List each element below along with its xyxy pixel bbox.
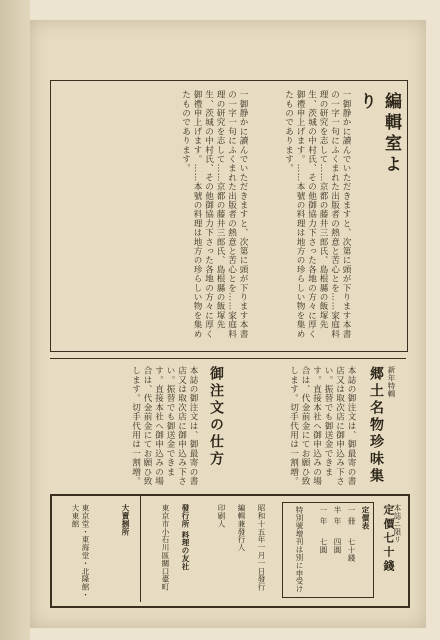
featured-title: 郷土名物珍味集 [368,366,384,485]
price-row-1: 一 冊 [347,506,356,525]
section-divider [50,358,406,359]
distributor-divider [140,496,141,602]
price-row-1-price: 七十錢 [347,538,356,562]
price-row-2-price: 四圓 [333,538,342,554]
order-title: 御注文の仕方 [208,366,224,468]
price-row-2: 半 年 [333,506,342,525]
colophon-dates: 昭和十五年一月一日發行 [257,504,266,591]
price-label: 定價表 [361,506,370,530]
colophon-publisher: 發行所 料理の友社 [181,504,190,571]
featured-label: 新年特輯 [387,366,396,398]
page-spine [0,0,30,640]
notice-text: 本誌ニ限リ [393,504,402,544]
fixed-price: 定價七十錢 [382,504,395,574]
price-row-3-price: 七圓 [319,538,328,554]
colophon-printer: 印刷人 [217,504,226,528]
colophon-address: 東京市小石川區關口臺町 [161,504,170,591]
distributor-cities: 東京堂・東海堂・北隆館・大東館 [71,504,90,599]
price-row-3: 一 年 [319,506,328,525]
order-text: 本誌の御注文は、御最寄の書店又は取次店に御申込み下さい。振替でも御送金できます。直接本社へ御申込みの場合は、代金前金にてお願ひ致します。切手代用は一割増。 [288,366,356,486]
colophon-editor: 編輯兼發行人 [237,504,246,552]
distributor-label: 大賣捌所 [121,504,130,536]
magazine-page [30,20,426,628]
editorial-text-right: 一御静かに讀んでいただきますと、次第に頭が下ります本書の一字一句にふくまれた出版者の熱意と苦心とを……家庭料理の研究を志して……京都の藤井三郎氏、島根縣の飯塚先生、茨城の中村氏、その他御協力下さった各地の方々に厚く御禮申上げます。……本號の料理は地方の珍らしい物を集めたものであります。 [283,90,351,339]
order-text-2: 本誌の御注文は、御最寄の書店又は取次店に御申込み下さい。振替でも御送金できます。直接本社へ御申込みの場合は、代金前金にてお願ひ致します。切手代用は一割増。 [130,366,198,486]
price-note: 特別號增刊は別に申受け [295,506,304,593]
editorial-text-left: 一御静かに讀んでいただきますと、次第に頭が下ります本書の一字一句にふくまれた出版者の熱意と苦心とを……家庭料理の研究を志して……京都の藤井三郎氏、島根縣の飯塚先生、茨城の中村氏、その他御協力下さった各地の方々に厚く御禮申上げます。……本號の料理は地方の珍らしい物を集めたものであります。 [180,90,248,339]
editorial-title: 編輯室より [356,92,401,176]
